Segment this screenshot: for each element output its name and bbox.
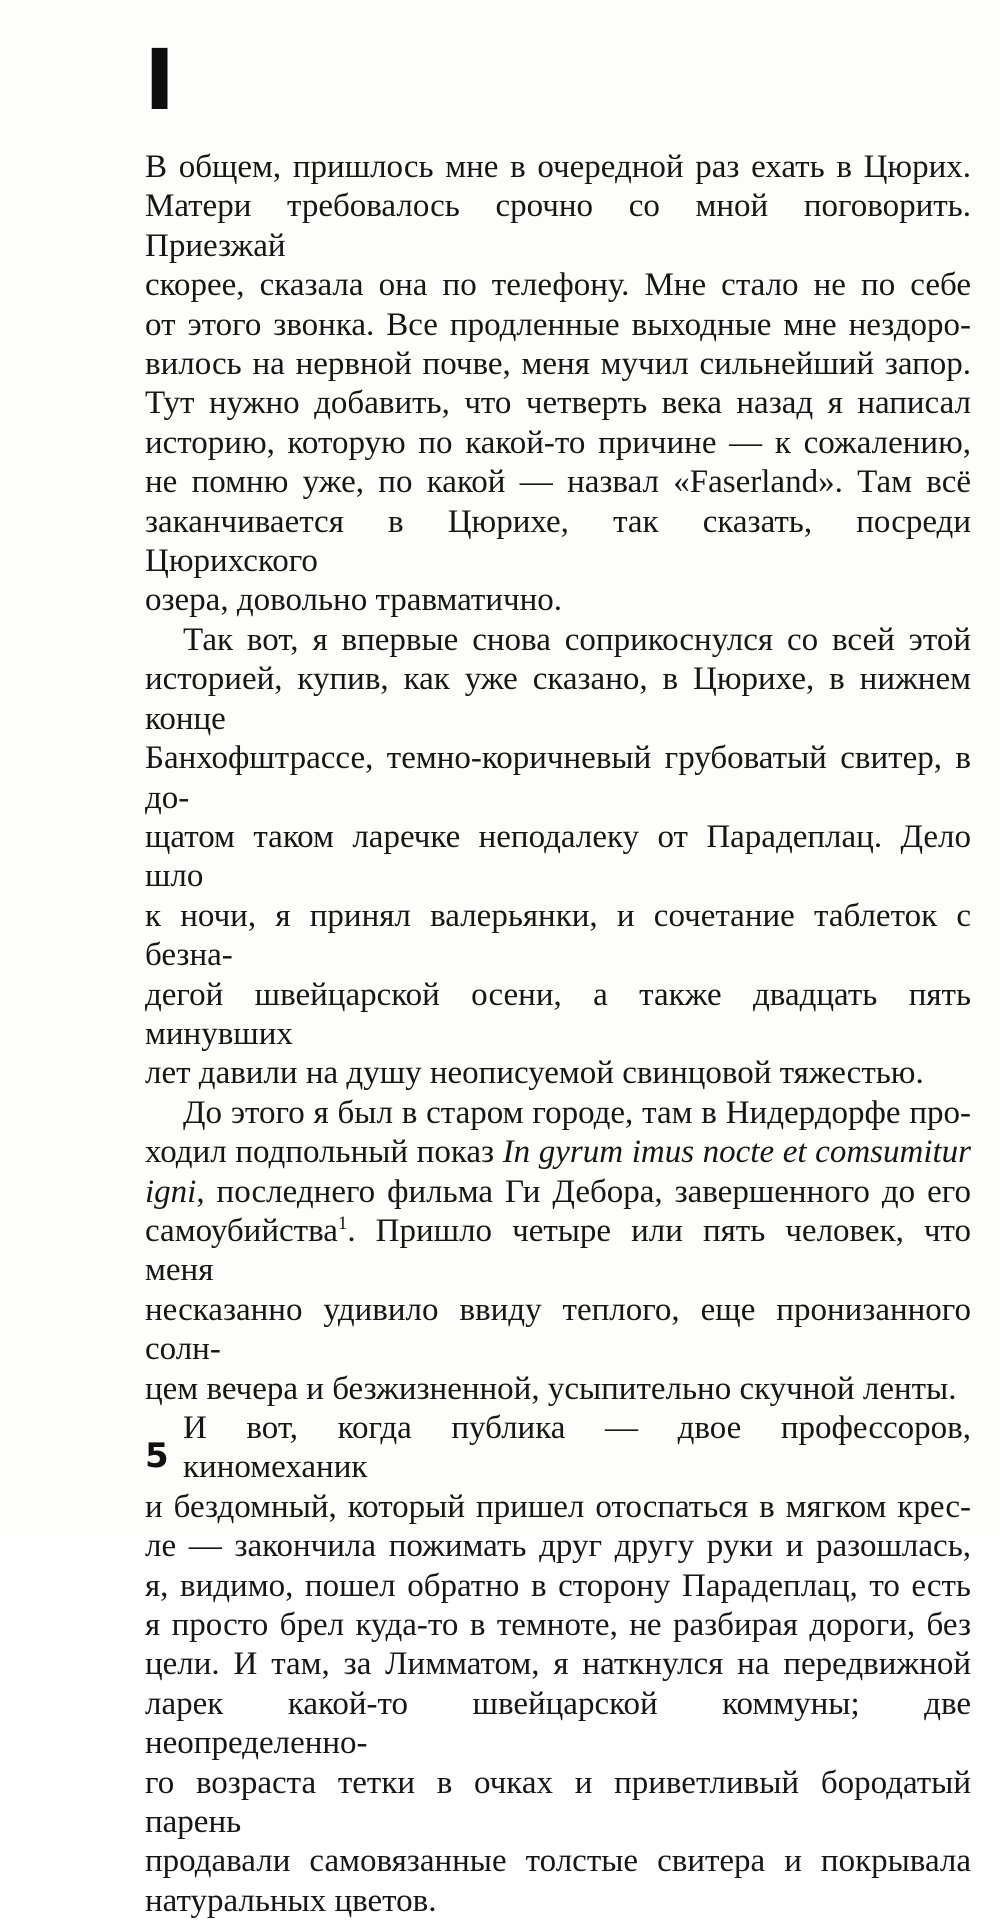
- text-line: историю, которую по какой-то причине — к сожалению,: [145, 424, 971, 461]
- text-line: Матери требовалось срочно со мной поговорить. Приезжай: [145, 188, 971, 264]
- text-line: Банхофштрассе, темно-коричневый грубоватый свитер, в до-: [145, 740, 971, 816]
- film-title-italic: In gyrum imus nocte et comsumitur: [502, 1134, 971, 1171]
- text-line: Так вот, я впервые снова соприкоснулся со всей этой: [183, 621, 971, 658]
- text-line: я просто брел куда-то в темноте, не разбирая дороги, без: [145, 1607, 971, 1644]
- text-line: щатом таком ларечке неподалеку от Парадеплац. Дело шло: [145, 818, 971, 895]
- text-line: продавали самовязанные толстые свитера и покрывала: [145, 1843, 971, 1880]
- text-line: ларек какой-то швейцарской коммуны; две неопределенно-: [145, 1685, 971, 1762]
- text-line: к ночи, я принял валерьянки, и сочетание таблеток с безна-: [145, 897, 971, 974]
- text-line: [145, 1212, 971, 1291]
- text-line: До этого я был в старом городе, там в Нидердорфе про-: [183, 1094, 971, 1131]
- text-line: цем вечера и безжизненной, усыпительно скучной ленты.: [145, 1370, 957, 1407]
- text-line: [145, 1173, 971, 1212]
- text-line: заканчивается в Цюрихе, так сказать, посреди Цюрихского: [145, 503, 971, 580]
- text-line: дегой швейцарской осени, а также двадцать пять минувших: [145, 976, 971, 1052]
- paragraph-4: [145, 1409, 971, 1921]
- page-number: 5: [145, 1436, 169, 1476]
- paragraph-3: [145, 1094, 971, 1409]
- text-segment: , последнего фильма Ги Дебора, завершенного до его: [196, 1173, 971, 1210]
- chapter-number: I: [144, 31, 176, 129]
- text-line: я, видимо, пошел обратно в сторону Парадеплац, то есть: [145, 1567, 971, 1604]
- text-line: И вот, когда публика — двое профессоров, киномеханик: [183, 1410, 971, 1486]
- body-text: [145, 148, 971, 1921]
- text-line: цели. И там, за Лимматом, я наткнулся на передвижной: [145, 1646, 971, 1683]
- text-line: [145, 1133, 971, 1172]
- text-line: несказанно удивило ввиду теплого, еще пронизанного солн-: [145, 1291, 971, 1368]
- text-line: и бездомный, который пришел отоспаться в мягком крес-: [145, 1488, 971, 1525]
- text-line: го возраста тетки в очках и приветливый бородатый парень: [145, 1764, 971, 1841]
- text-line: В общем, пришлось мне в очередной раз ехать в Цюрих.: [145, 149, 971, 185]
- text-line: историей, купив, как уже сказано, в Цюрихе, в нижнем конце: [145, 661, 971, 737]
- text-line: ле — закончила пожимать друг другу руки и разошлась,: [145, 1528, 971, 1565]
- text-line: не помню уже, по какой — назвал «Faserland». Там всё: [145, 464, 971, 501]
- text-line: лет давили на душу неописуемой свинцовой тяжестью.: [145, 1055, 924, 1092]
- text-line: озера, довольно травматично.: [145, 582, 562, 619]
- text-line: Тут нужно добавить, что четверть века назад я написал: [145, 385, 971, 422]
- text-line: натуральных цветов.: [145, 1882, 437, 1919]
- text-segment: . Пришло четыре или пять человек, что меня: [145, 1212, 971, 1289]
- paragraph-2: [145, 621, 971, 1094]
- text-segment: самоубийства: [145, 1212, 338, 1249]
- text-line: скорее, сказала она по телефону. Мне стало не по себе: [145, 267, 971, 304]
- film-title-italic: igni: [145, 1173, 197, 1210]
- text-line: вилось на нервной почве, меня мучил сильнейший запор.: [145, 346, 971, 383]
- paragraph-1: [145, 148, 971, 621]
- text-segment: ходил подпольный показ: [145, 1134, 503, 1171]
- text-line: от этого звонка. Все продленные выходные мне нездоро-: [145, 306, 971, 343]
- footnote-reference[interactable]: 1: [337, 1212, 348, 1234]
